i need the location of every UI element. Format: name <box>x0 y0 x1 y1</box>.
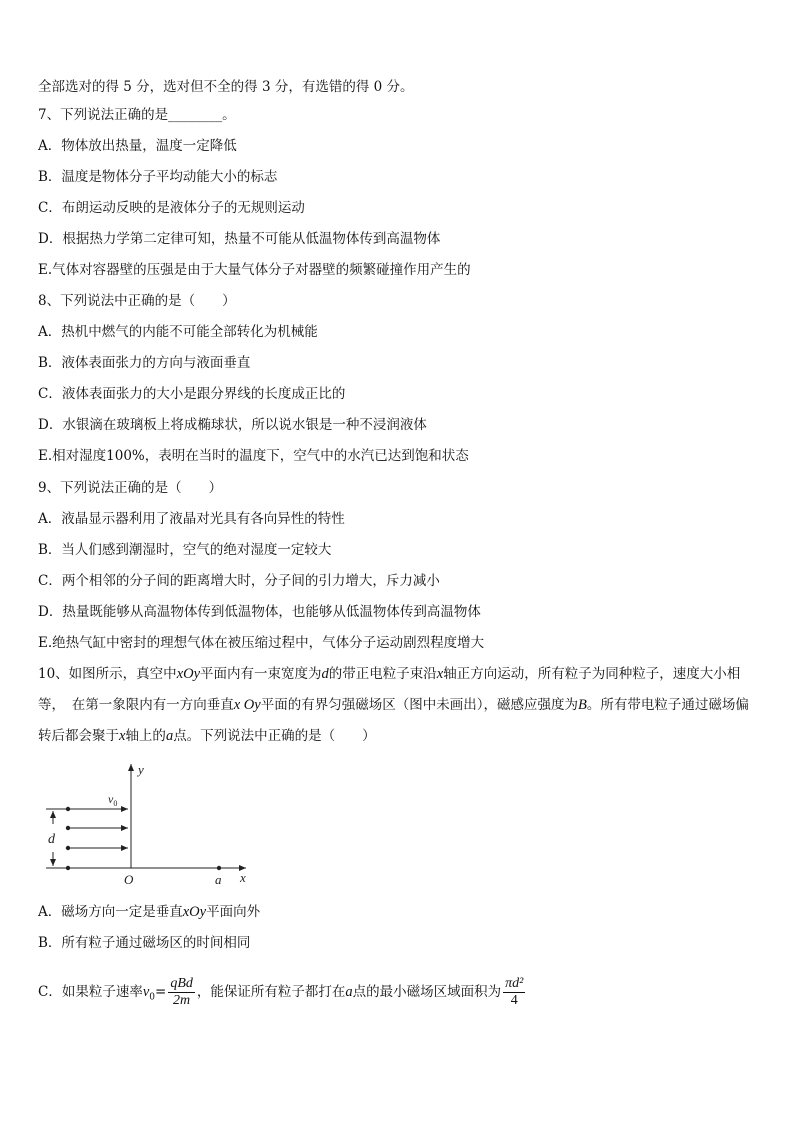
q9-option-c: C．两个相邻的分子间的距离增大时，分子间的引力增大，斥力减小 <box>38 573 440 589</box>
q8-option-d: D．水银滴在玻璃板上将成椭球状，所以说水银是一种不浸润液体 <box>38 417 427 433</box>
y-axis-label: y <box>138 762 144 777</box>
q8-option-e: E.相对湿度100%，表明在当时的温度下，空气中的水汽已达到饱和状态 <box>38 448 469 464</box>
intro-text: 全部选对的得 5 分，选对但不全的得 3 分，有选错的得 0 分。 <box>38 79 414 95</box>
q9-option-a: A．液晶显示器利用了液晶对光具有各向异性的特性 <box>38 511 345 527</box>
q10-stem: 10、如图所示，真空中xOy平面内有一束宽度为d的带正电粒子束沿x轴正方向运动，所有粒子为同种粒子，速度大小相等， 在第一象限内有一方向垂直x Oy平面的有界匀强磁场区（图中未画出），磁感应强度为B。所有带电粒子通过磁场偏转后都会聚于x轴上的a点。下列说法中正确的是（ ） <box>38 666 749 744</box>
d-label: d <box>48 832 55 847</box>
x-axis-label: x <box>240 870 246 885</box>
q7-option-c: C．布朗运动反映的是液体分子的无规则运动 <box>38 200 305 216</box>
velocity-fraction: $\frac{\text{qBd}}{2m}$ <box>170 976 193 1008</box>
q8-option-b: B．液体表面张力的方向与液面垂直 <box>38 355 251 371</box>
origin-label: O <box>124 872 134 887</box>
q7-option-a: A．物体放出热量，温度一定降低 <box>38 138 237 154</box>
q8-stem: 8、下列说法中正确的是（ ） <box>38 293 236 309</box>
q9-stem: 9、下列说法正确的是（ ） <box>38 480 223 496</box>
q10-option-a: A．磁场方向一定是垂直xOy平面向外 <box>38 904 261 920</box>
q10-option-c: C．如果粒子速率$v_0=$ $\frac{\text{qBd}}{2m}$ ，能保证所有粒子都打在a点的最小磁场区域面积为 $\frac{\text{πd²}}{4}$ <box>38 976 524 1008</box>
q8-option-a: A．热机中燃气的内能不可能全部转化为机械能 <box>38 324 318 340</box>
area-fraction: $\frac{\text{πd²}}{4}$ <box>505 976 524 1008</box>
q9-option-b: B．当人们感到潮湿时，空气的绝对湿度一定较大 <box>38 542 332 558</box>
q7-option-e: E.气体对容器壁的压强是由于大量气体分子对器壁的频繁碰撞作用产生的 <box>38 262 471 278</box>
q10-option-b: B．所有粒子通过磁场区的时间相同 <box>38 935 251 951</box>
q9-option-d: D．热量既能够从高温物体传到低温物体，也能够从低温物体传到高温物体 <box>38 604 481 620</box>
q7-stem: 7、下列说法正确的是________。 <box>38 107 236 123</box>
v0-label: $v_0$ <box>108 792 118 808</box>
q9-option-e: E.绝热气缸中密封的理想气体在被压缩过程中，气体分子运动剧烈程度增大 <box>38 635 485 651</box>
particle-beam-diagram <box>38 758 258 888</box>
q8-option-c: C．液体表面张力的大小是跟分界线的长度成正比的 <box>38 386 346 402</box>
q7-option-d: D．根据热力学第二定律可知，热量不可能从低温物体传到高温物体 <box>38 231 441 247</box>
a-label: a <box>215 872 222 887</box>
point-a-dot <box>217 866 221 870</box>
particle-dot <box>66 866 70 870</box>
q7-option-b: B．温度是物体分子平均动能大小的标志 <box>38 169 278 185</box>
